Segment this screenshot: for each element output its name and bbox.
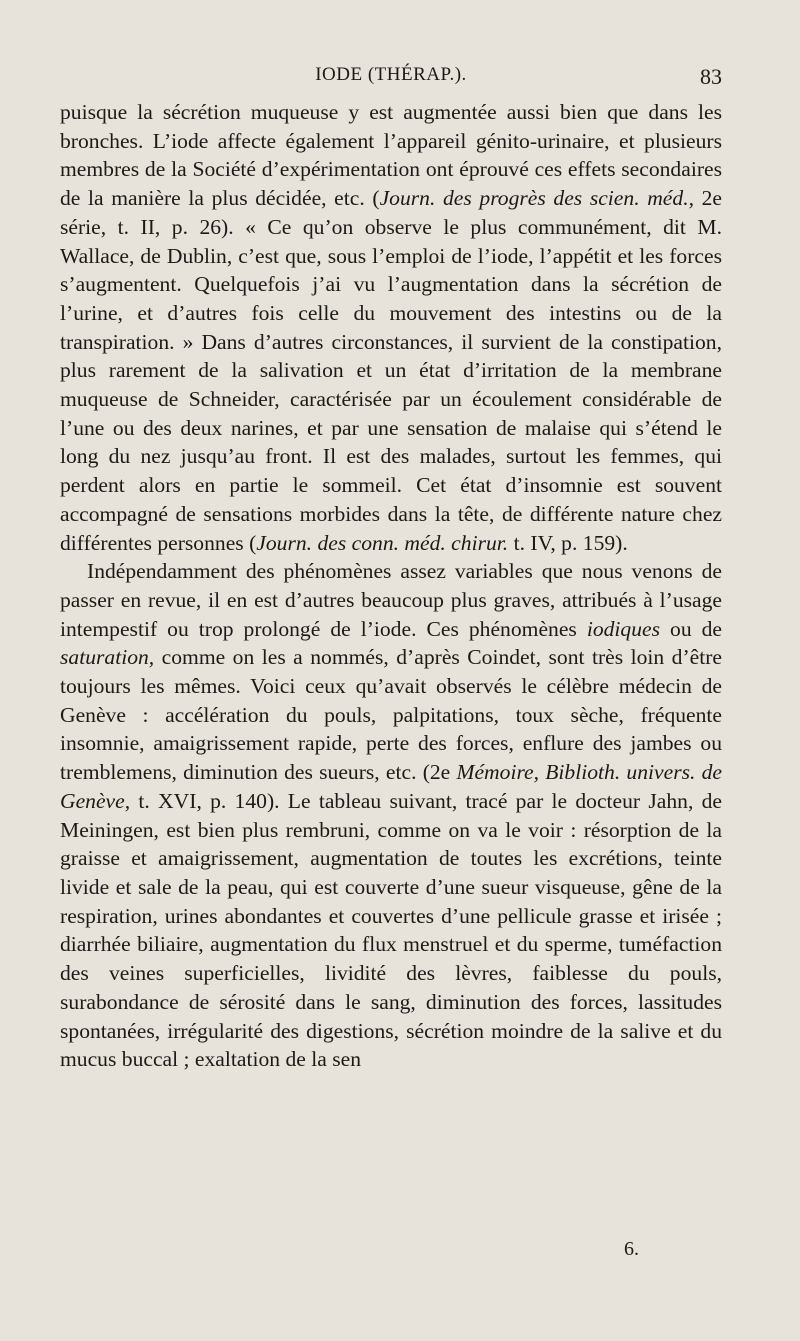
text-run: t. IV, p. 159). bbox=[508, 530, 628, 555]
text-run: puisque la sécrétion muqueuse y est augmentée aussi bien que dans les bronches. L’iode affecte également l’appareil génito-urinaire, et plusieurs membres de la Société d’expérimentation ont éprouvé ces effets secondaires de la manière la plus décidée, etc. ( bbox=[60, 100, 722, 211]
paragraph bbox=[60, 98, 722, 557]
text-run: Indépendamment des phénomènes assez variables que nous venons de passer en revue, il en est d’autres beaucoup plus graves, attribués à l’usage intempestif ou trop prolongé de l’iode. Ces phénomènes bbox=[60, 559, 722, 641]
paragraph bbox=[60, 557, 722, 1074]
italic-citation: saturation, bbox=[60, 645, 155, 670]
italic-citation: Mémoire, Biblioth. univers. de Genève, bbox=[60, 760, 722, 813]
italic-citation: Journ. des progrès des scien. méd., bbox=[379, 186, 694, 211]
italic-citation: Journ. des conn. méd. chirur. bbox=[256, 530, 509, 555]
running-head bbox=[60, 64, 722, 94]
text-run: ou de bbox=[660, 616, 723, 641]
text-run: 2e série, t. II, p. 26). « Ce qu’on observe le plus communément, dit M. Wallace, de Dublin, c’est que, sous l’emploi de l’iode, l’appétit et les forces s’augmentent. Quelquefois j’ai vu l’augmentation dans la sécrétion de l’urine, et d’autres fois celle du mouvement des intestins ou de la transpiration. » Dans d’autres circonstances, il survient de la constipation, plus rarement de la salivation et un état d’irritation de la membrane muqueuse de Schneider, caractérisée par un écoulement considérable de l’une ou des deux narines, et par une sensation de malaise qui s’étend le long du nez jusqu’au front. Il est des malades, surtout les femmes, qui perdent alors en partie le sommeil. Cet état d’insomnie est souvent accompagné de sensations morbides dans la tête, de différente nature chez différentes personnes ( bbox=[60, 186, 723, 555]
text-run: t. XVI, p. 140). Le tableau suivant, tracé par le docteur Jahn, de Meiningen, est bien plus rembruni, comme on va le voir : résorption de la graisse et amaigrissement, augmentation de toutes les excrétions, teinte livide et sale de la peau, qui est couverte d’une sueur visqueuse, gêne de la respiration, urines abondantes et couvertes d’une pellicule grasse et irisée ; diarrhée biliaire, augmentation du flux menstruel et du sperme, tuméfaction des veines superficielles, lividité des lèvres, faiblesse du pouls, surabondance de sérosité dans le sang, diminution des forces, lassitudes spontanées, irrégularité des digestions, sécrétion moindre de la salive et du mucus buccal ; exaltation de la sen bbox=[60, 788, 722, 1072]
running-title: IODE (THÉRAP.). bbox=[315, 64, 467, 85]
page-number: 83 bbox=[700, 64, 722, 89]
body-text bbox=[60, 98, 722, 1074]
signature-mark: 6. bbox=[624, 1238, 639, 1260]
text-run: comme on les a nommés, d’après Coindet, sont très loin d’être toujours les mêmes. Voici ceux qu’avait observés le célèbre médecin de Genève : accélération du pouls, palpitations, toux sèche, fréquente insomnie, amaigrissement rapide, perte des forces, enflure des jambes ou tremblemens, diminution des sueurs, etc. (2e bbox=[60, 645, 722, 785]
italic-citation: iodiques bbox=[586, 616, 661, 641]
